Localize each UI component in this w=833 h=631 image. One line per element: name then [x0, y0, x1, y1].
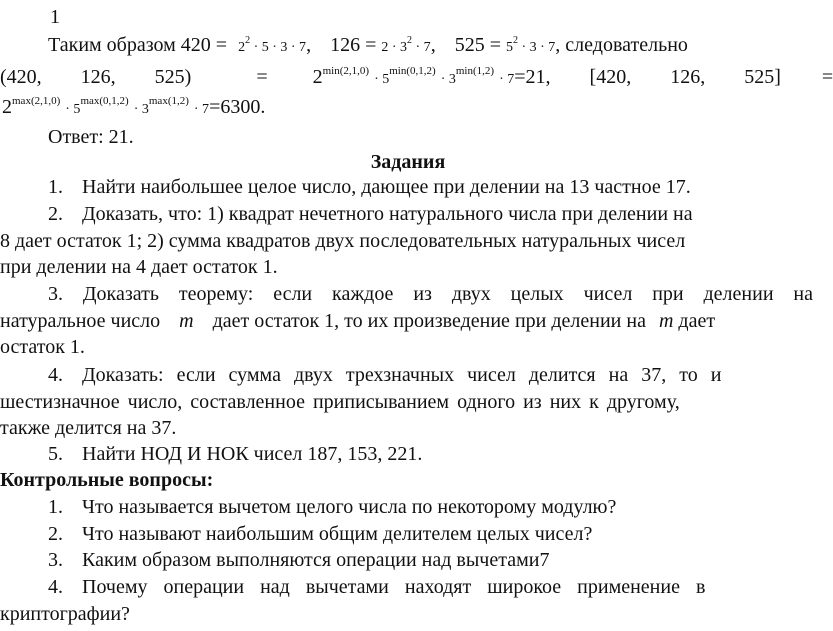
- exponent: min(0,1,2): [389, 65, 436, 77]
- task-item-5: [48, 441, 422, 467]
- number-525: 525 =: [454, 34, 501, 56]
- task-number: 2.: [48, 203, 63, 225]
- task-text: дает: [678, 310, 716, 332]
- question-item-1: [48, 494, 616, 520]
- task-text: натуральное число: [0, 310, 161, 332]
- questions-heading: Контрольные вопросы:: [0, 469, 214, 491]
- task-text: Найти НОД И НОК чисел 187, 153, 221.: [82, 443, 423, 465]
- base: · 3: [133, 102, 149, 117]
- task-3-line-3: остаток 1.: [0, 336, 85, 358]
- task-4-line-3: также делится на 37.: [0, 417, 177, 439]
- example-intro: Таким образом 420 =: [48, 34, 228, 56]
- exponent: min(1,2): [455, 65, 495, 77]
- factorization-420: [238, 35, 307, 55]
- question-number: 4.: [48, 576, 63, 598]
- question-text: Что называют наибольшим общим делителем целых чисел?: [82, 523, 593, 545]
- task-number: 3.: [48, 283, 63, 305]
- task-number: 4.: [48, 364, 63, 386]
- gcd-expression: [313, 66, 515, 88]
- task-number: 1.: [48, 176, 63, 198]
- question-item-2: [48, 521, 592, 547]
- base: 2: [2, 96, 12, 118]
- task-3-line-2: [0, 308, 715, 334]
- task-text: Доказать, что: 1) квадрат нечетного натурального числа при делении на: [82, 203, 693, 225]
- gcd-term: 126,: [80, 66, 116, 88]
- factor-rest: · 7: [415, 40, 431, 55]
- question-number: 3.: [48, 549, 63, 571]
- example-tail: , следовательно: [555, 34, 688, 56]
- question-item-3: [48, 547, 549, 573]
- gcd-line: [0, 64, 833, 93]
- lcm-line: [2, 94, 265, 123]
- exponent: 2: [245, 35, 251, 46]
- question-text: Почему операции над вычетами находят широкое применение в: [82, 576, 706, 598]
- page-number: 1: [50, 6, 60, 28]
- base: · 7: [499, 72, 515, 87]
- question-number: 2.: [48, 523, 63, 545]
- task-2-line-2: 8 дает остаток 1; 2) сумма квадратов двух последовательных натуральных чисел: [0, 230, 686, 252]
- question-number: 1.: [48, 496, 63, 518]
- question-item-4: [48, 574, 705, 600]
- task-text: дает остаток 1, то их произведение при делении на: [212, 310, 646, 332]
- exponent: max(2,1,0): [12, 95, 61, 107]
- factor-rest: · 3 · 7: [521, 40, 556, 55]
- base: · 5: [374, 72, 390, 87]
- lcm-result: =6300.: [209, 96, 266, 118]
- variable-m: m: [179, 310, 194, 332]
- gcd-term: 525): [154, 66, 192, 88]
- example-line-1: [48, 32, 688, 62]
- separator: ,: [430, 34, 436, 56]
- gcd-result: =21,: [514, 66, 551, 88]
- task-text: Доказать: если сумма двух трехзначных чисел делится на 37, то и: [82, 364, 722, 386]
- task-4-line-2: [0, 389, 680, 415]
- base: 2: [238, 40, 246, 55]
- question-4-line-2: криптографии?: [0, 603, 130, 625]
- base: 5: [505, 40, 513, 55]
- task-item-3: [48, 281, 813, 307]
- task-item-2: [48, 201, 693, 227]
- answer: Ответ: 21.: [48, 126, 134, 148]
- variable-m: m: [658, 310, 674, 332]
- lcm-equals: =: [821, 66, 833, 88]
- gcd-term: (420,: [0, 66, 42, 88]
- base: · 3: [440, 72, 456, 87]
- exponent: min(2,1,0): [322, 65, 370, 77]
- task-text: Доказать теорему: если каждое из двух целых чисел при делении на: [82, 283, 814, 305]
- task-text: шестизначное число, составленное приписыванием одного из них к другому,: [0, 391, 680, 413]
- exponent: max(0,1,2): [80, 95, 129, 107]
- lcm-term: [420,: [589, 66, 632, 88]
- task-item-1: [48, 174, 691, 200]
- question-text: Каким образом выполняются операции над вычетами7: [82, 549, 550, 571]
- factor-rest: · 5 · 3 · 7: [253, 40, 307, 55]
- question-text: Что называется вычетом целого числа по некоторому модулю?: [82, 496, 617, 518]
- exponent: max(1,2): [148, 95, 189, 107]
- factor-part: 2 · 3: [381, 40, 408, 55]
- tasks-heading: Задания: [370, 151, 446, 173]
- separator: ,: [306, 34, 312, 56]
- base: · 5: [65, 102, 81, 117]
- base: 2: [312, 66, 323, 88]
- base: · 7: [193, 102, 210, 117]
- exponent: 2: [407, 35, 413, 46]
- number-126: 126 =: [330, 34, 377, 56]
- factorization-126: [381, 35, 431, 55]
- task-2-line-3: при делении на 4 дает остаток 1.: [0, 256, 278, 278]
- lcm-expression: [2, 96, 209, 118]
- gcd-equals: =: [256, 66, 268, 88]
- task-item-4: [48, 362, 721, 388]
- factorization-525: [505, 35, 556, 55]
- exponent: 2: [512, 35, 518, 46]
- task-text: Найти наибольшее целое число, дающее при делении на 13 частное 17.: [82, 176, 691, 198]
- lcm-term: 525]: [744, 66, 781, 88]
- task-number: 5.: [48, 443, 63, 465]
- lcm-term: 126,: [670, 66, 706, 88]
